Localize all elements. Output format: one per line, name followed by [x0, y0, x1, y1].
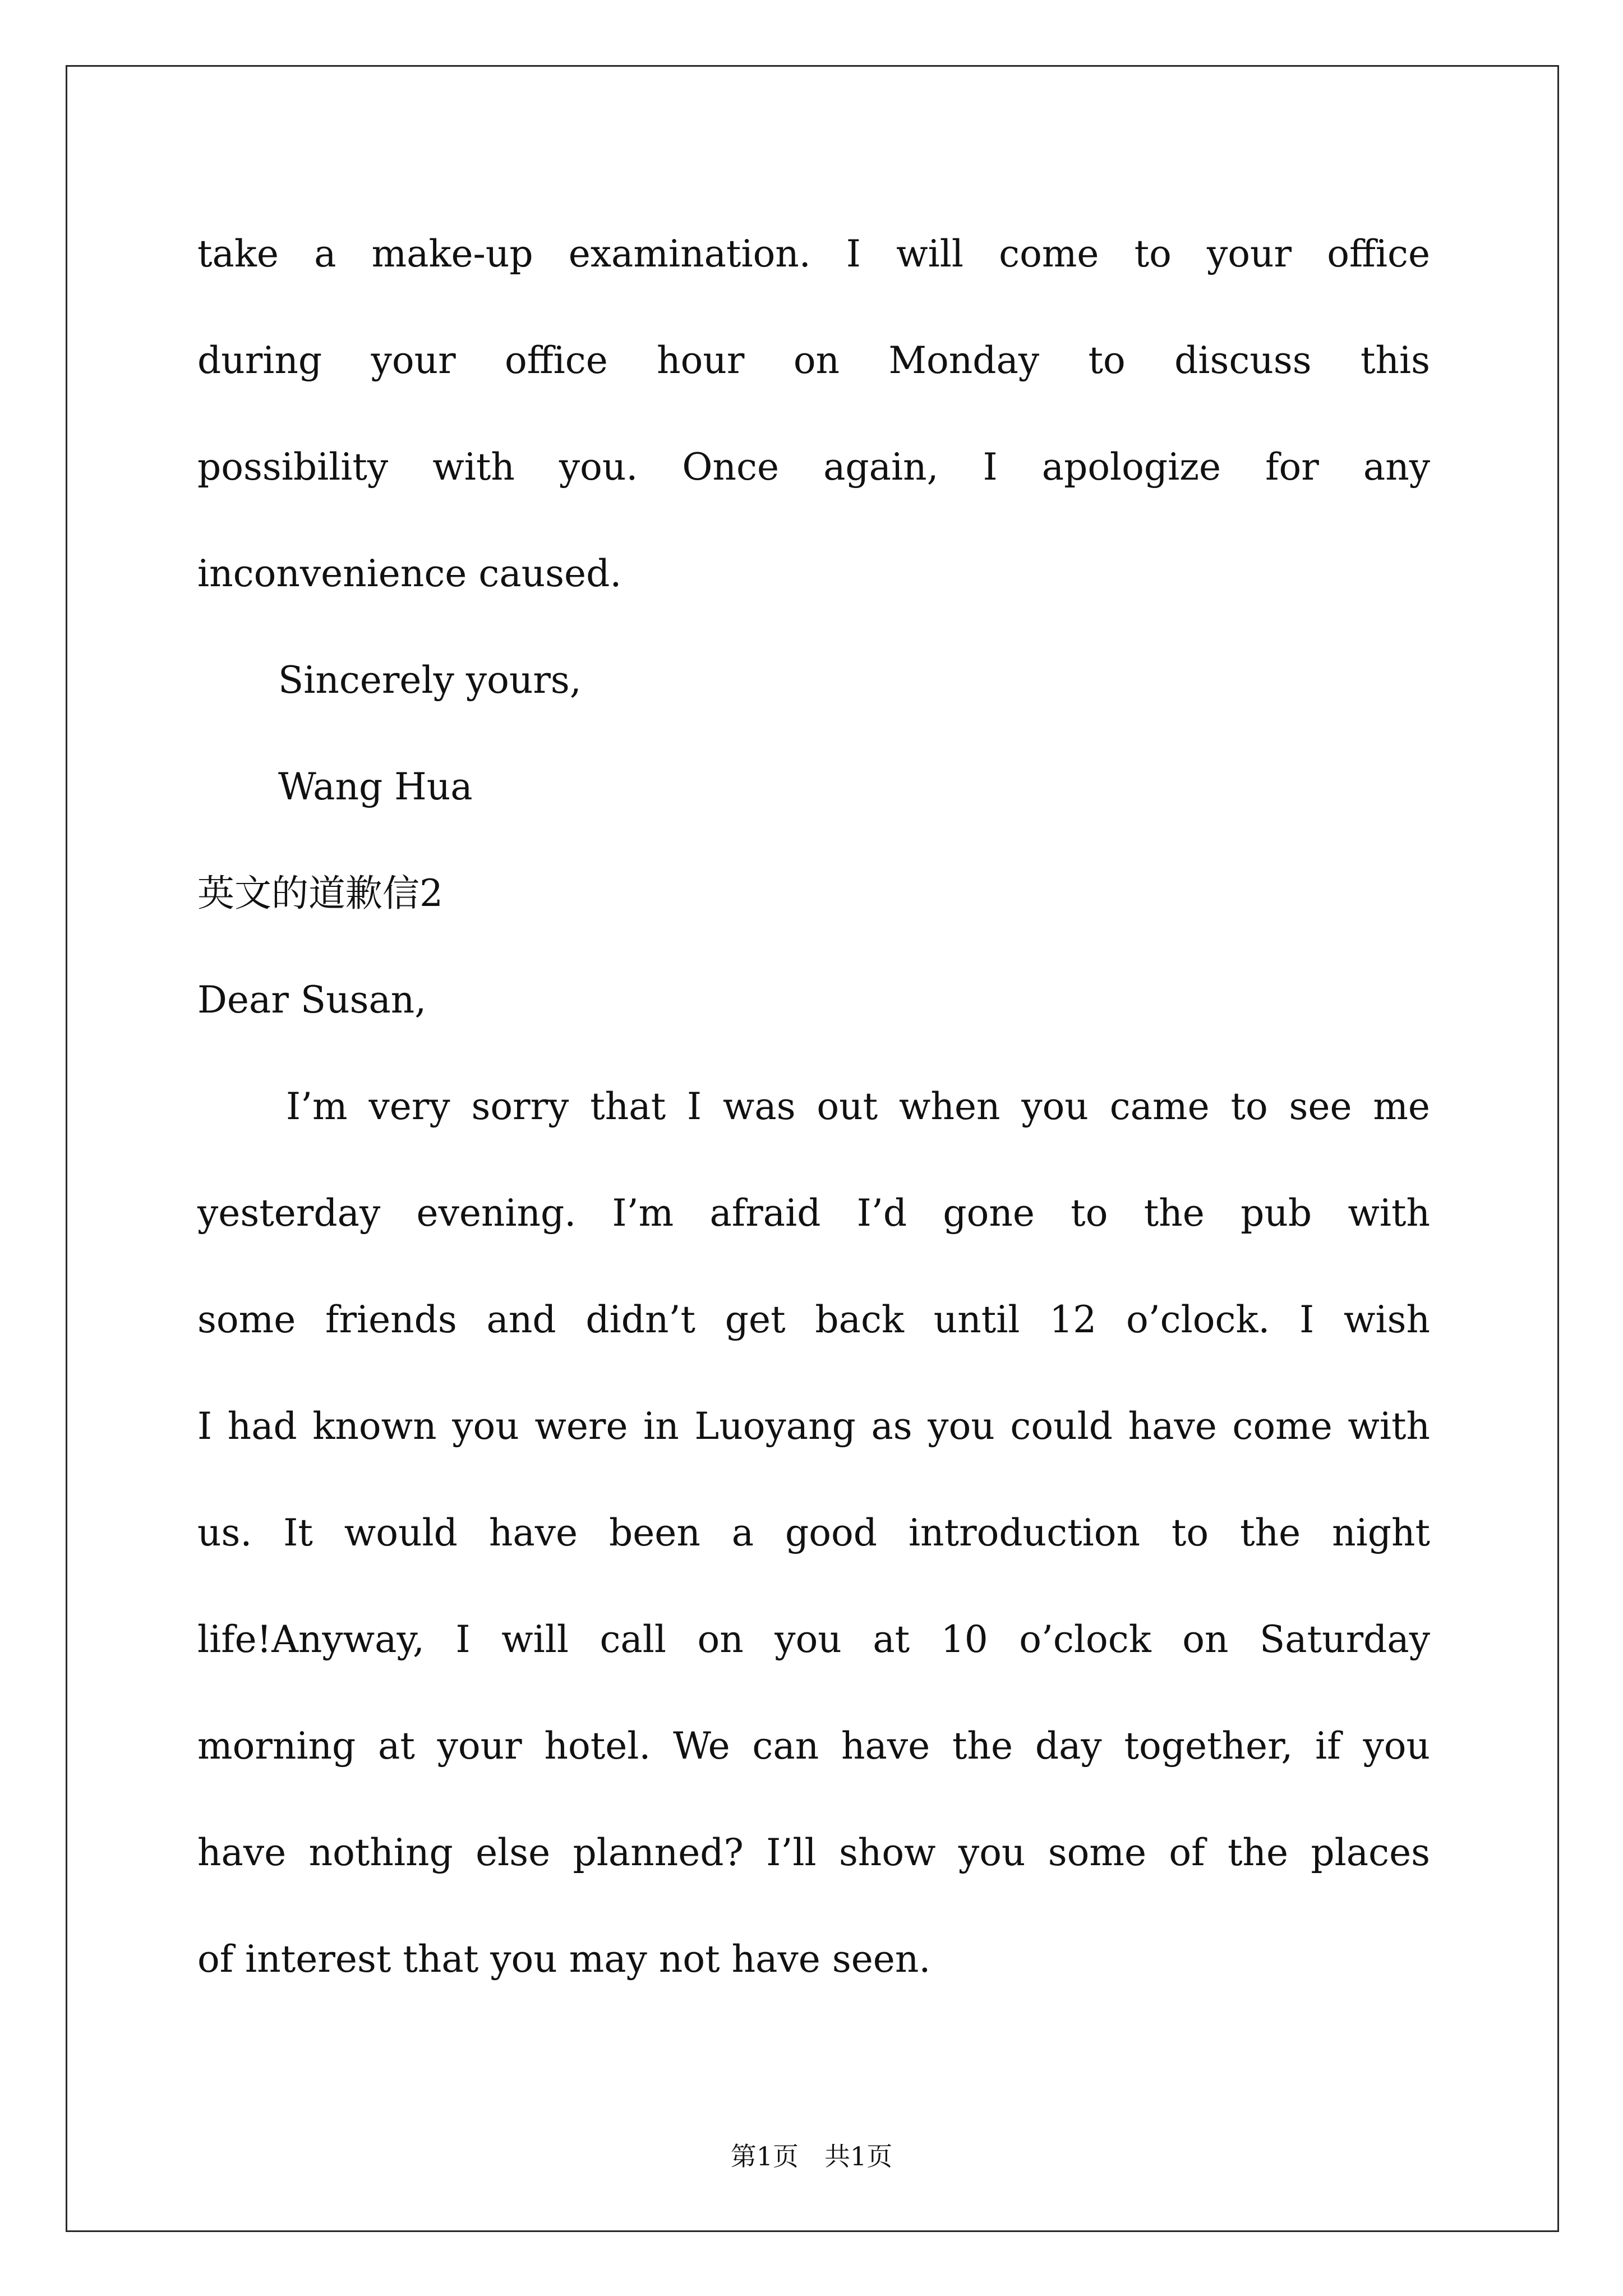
page-footer: 第1页 共1页: [730, 2141, 893, 2171]
body-line-5: I’m very sorry that I was out when you came to see me: [286, 1085, 1430, 1128]
letter-greeting: Dear Susan,: [197, 978, 427, 1022]
body-line-4: inconvenience caused.: [197, 552, 622, 595]
signature-name: Wang Hua: [278, 765, 473, 808]
section-heading: 英文的道歉信2: [197, 872, 443, 915]
body-line-9: us. It would have been a good introduction to the night: [197, 1511, 1430, 1554]
body-line-3: possibility with you. Once again, I apologize for any: [197, 445, 1430, 489]
body-line-10: life!Anyway, I will call on you at 10 o’clock on Saturday: [197, 1618, 1430, 1661]
body-line-7: some friends and didn’t get back until 12 o’clock. I wish: [197, 1298, 1430, 1341]
closing-salutation: Sincerely yours,: [278, 659, 582, 702]
body-line-11: morning at your hotel. We can have the day together, if you: [197, 1724, 1430, 1768]
body-line-12: have nothing else planned? I’ll show you some of the places: [197, 1831, 1430, 1874]
page-border: [66, 65, 1559, 2232]
body-line-13: of interest that you may not have seen.: [197, 1938, 931, 1981]
body-line-8: I had known you were in Luoyang as you could have come with: [197, 1405, 1430, 1448]
body-line-2: during your office hour on Monday to discuss this: [197, 339, 1430, 382]
body-line-6: yesterday evening. I’m afraid I’d gone to the pub with: [197, 1191, 1430, 1235]
body-line-1: take a make-up examination. I will come to your office: [197, 232, 1430, 275]
